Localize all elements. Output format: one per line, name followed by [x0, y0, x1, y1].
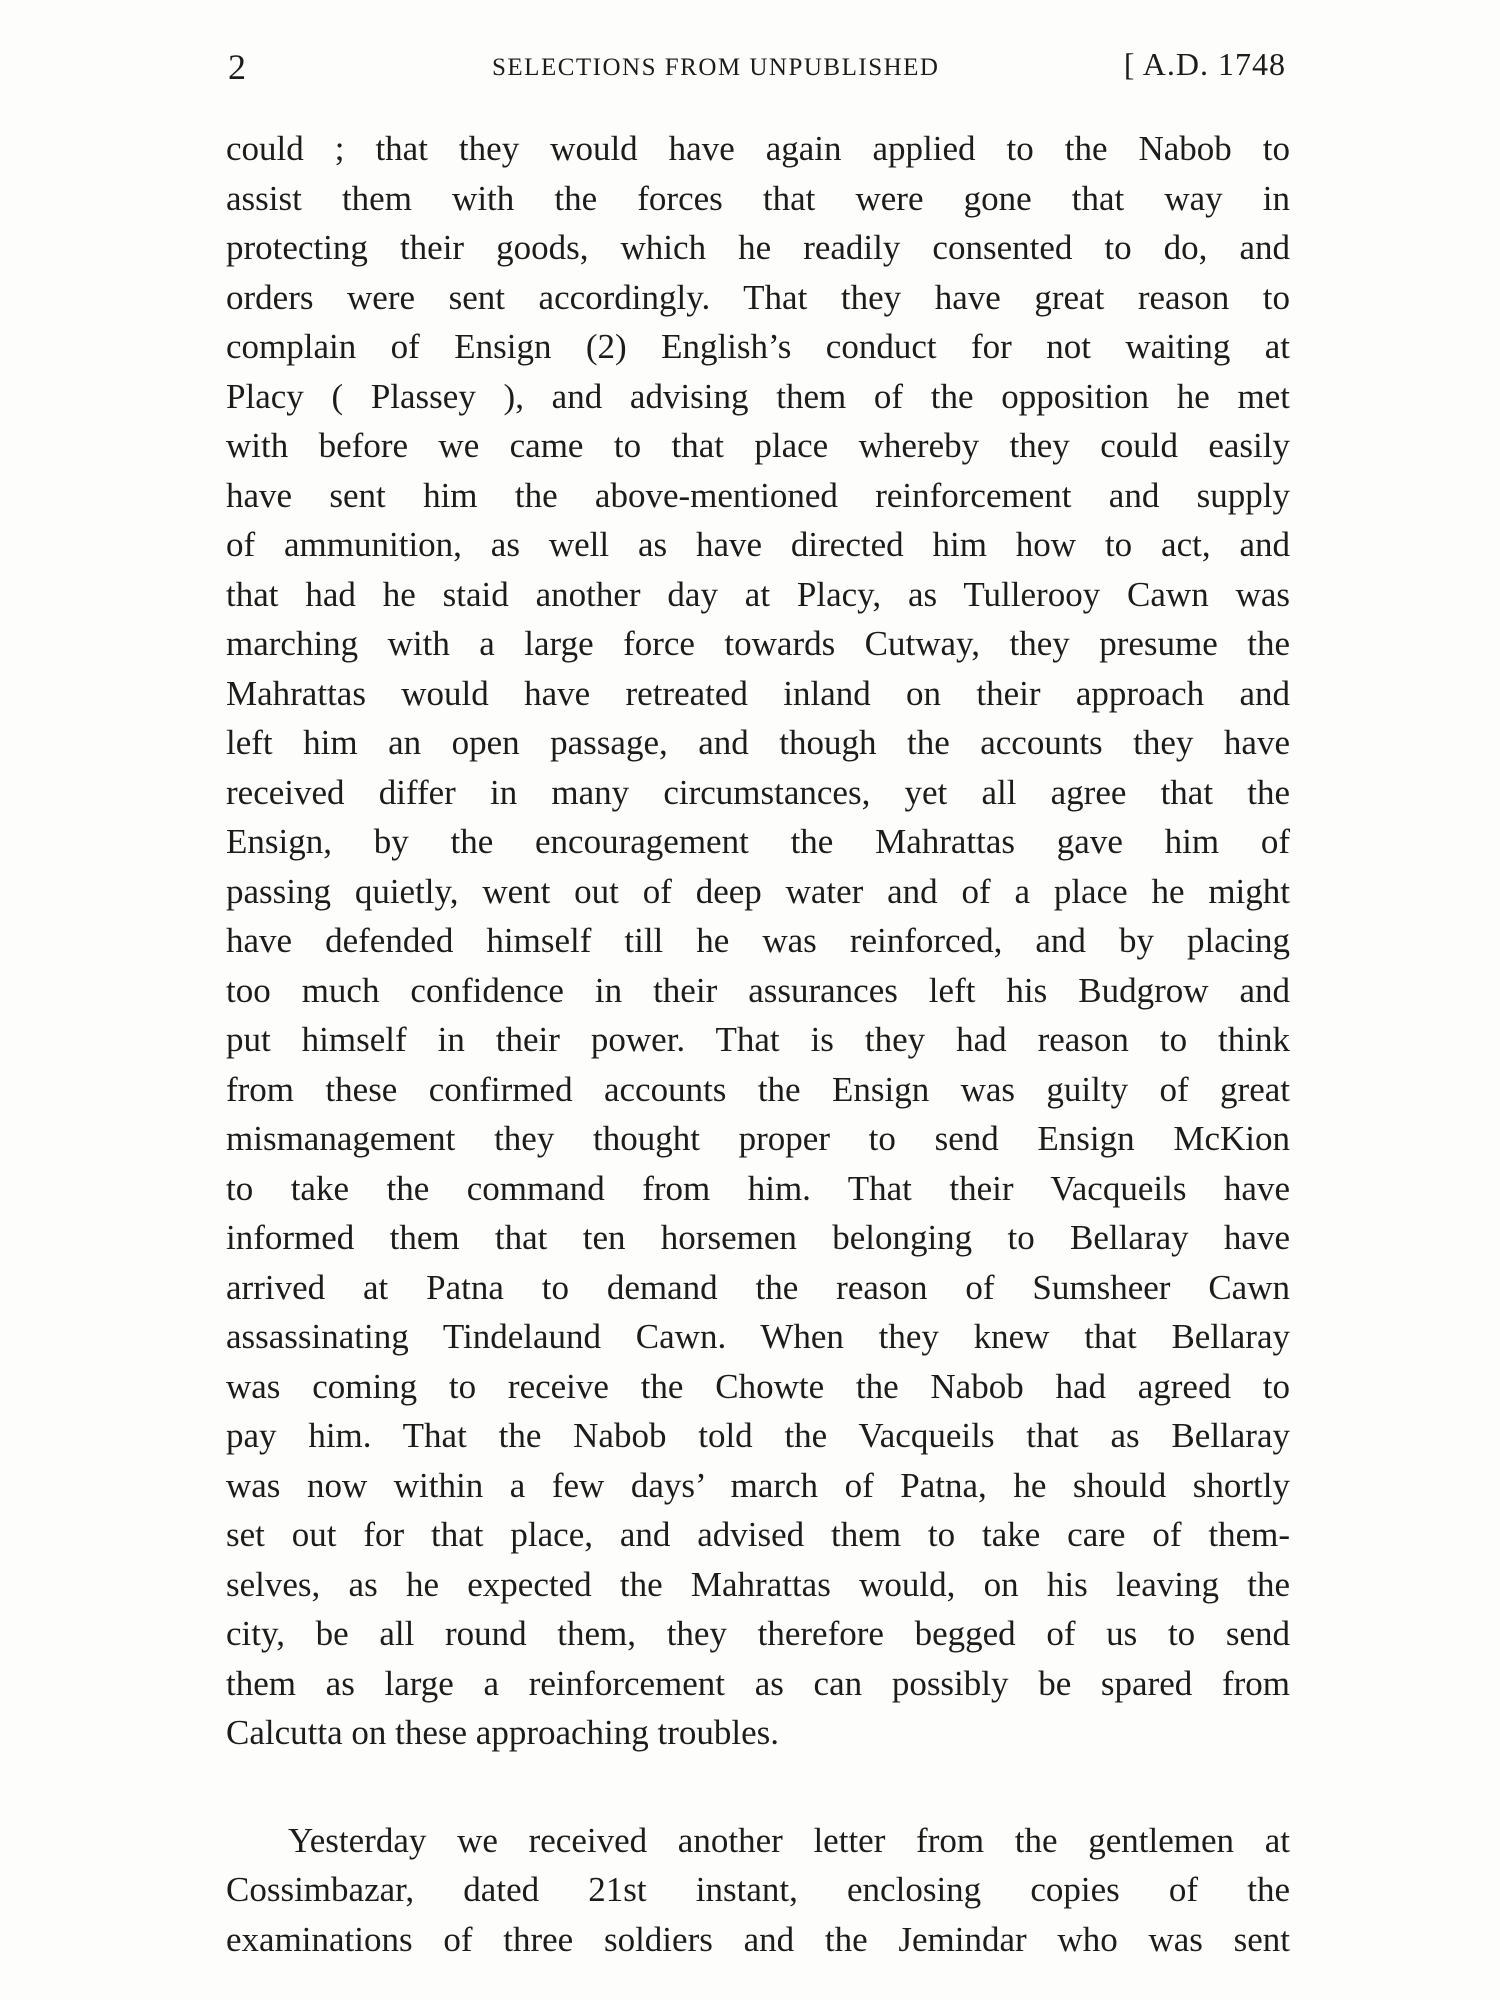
paragraph-gap — [226, 1758, 1290, 1816]
text-line: protecting their goods, which he readily consented to do, and — [226, 228, 1290, 267]
text-line: Cossimbazar, dated 21st instant, enclosing copies of the — [226, 1870, 1290, 1909]
text-line: was now within a few days’ march of Patna, he should shortly — [226, 1465, 1290, 1505]
text-line: could ; that they would have again applied to the Nabob to — [226, 129, 1290, 168]
text-line: with before we came to that place whereby they could easily — [226, 426, 1290, 465]
text-line: orders were sent accordingly. That they have great reason to — [226, 277, 1290, 317]
text-line: assist them with the forces that were gone that way in — [226, 178, 1290, 218]
text-line: selves, as he expected the Mahrattas would, on his leaving the — [226, 1564, 1290, 1604]
text-line: mismanagement they thought proper to send Ensign McKion — [226, 1119, 1290, 1158]
paragraph-2 — [226, 1816, 1290, 1965]
text-line: marching with a large force towards Cutway, they presume the — [226, 624, 1290, 663]
body-text — [226, 124, 1290, 1964]
text-line: have sent him the above-mentioned reinforcement and supply — [226, 475, 1290, 515]
running-head — [224, 40, 1290, 100]
text-line: was coming to receive the Chowte the Nabob had agreed to — [226, 1366, 1290, 1406]
text-line: examinations of three soldiers and the Jemindar who was sent — [226, 1919, 1290, 1959]
running-title: SELECTIONS FROM UNPUBLISHED — [492, 54, 940, 81]
text-line: complain of Ensign (2) English’s conduct for not waiting at — [226, 327, 1290, 366]
text-line: Mahrattas would have retreated inland on their approach and — [226, 673, 1290, 713]
text-line: that had he staid another day at Placy, as Tullerooy Cawn was — [226, 574, 1290, 614]
text-line: to take the command from him. That their Vacqueils have — [226, 1168, 1290, 1208]
text-line: passing quietly, went out of deep water and of a place he might — [226, 871, 1290, 911]
text-line: left him an open passage, and though the accounts they have — [226, 723, 1290, 762]
text-line: city, be all round them, they therefore begged of us to send — [226, 1614, 1290, 1653]
text-line: arrived at Patna to demand the reason of Sumsheer Cawn — [226, 1267, 1290, 1307]
text-line: Ensign, by the encouragement the Mahrattas gave him of — [226, 822, 1290, 861]
text-line: from these confirmed accounts the Ensign was guilty of great — [226, 1069, 1290, 1109]
text-line: assassinating Tindelaund Cawn. When they knew that Bellaray — [226, 1317, 1290, 1356]
text-line: Placy ( Plassey ), and advising them of the opposition he met — [226, 376, 1290, 416]
text-line: Calcutta on these approaching troubles. — [226, 1713, 780, 1752]
page-number: 2 — [228, 47, 246, 87]
text-line: pay him. That the Nabob told the Vacqueils that as Bellaray — [226, 1416, 1290, 1455]
text-line: Yesterday we received another letter from the gentlemen at — [288, 1820, 1290, 1860]
text-line: of ammunition, as well as have directed him how to act, and — [226, 525, 1290, 564]
text-line: informed them that ten horsemen belonging to Bellaray have — [226, 1218, 1290, 1257]
text-line: put himself in their power. That is they had reason to think — [226, 1020, 1290, 1059]
text-line: set out for that place, and advised them to take care of them- — [226, 1515, 1290, 1554]
running-date: [ A.D. 1748 — [1123, 46, 1286, 82]
paragraph-1 — [226, 124, 1290, 1758]
text-line: them as large a reinforcement as can possibly be spared from — [226, 1663, 1290, 1703]
text-line: have defended himself till he was reinforced, and by placing — [226, 921, 1290, 960]
text-line: received differ in many circumstances, yet all agree that the — [226, 772, 1290, 812]
text-line: too much confidence in their assurances left his Budgrow and — [226, 970, 1290, 1010]
